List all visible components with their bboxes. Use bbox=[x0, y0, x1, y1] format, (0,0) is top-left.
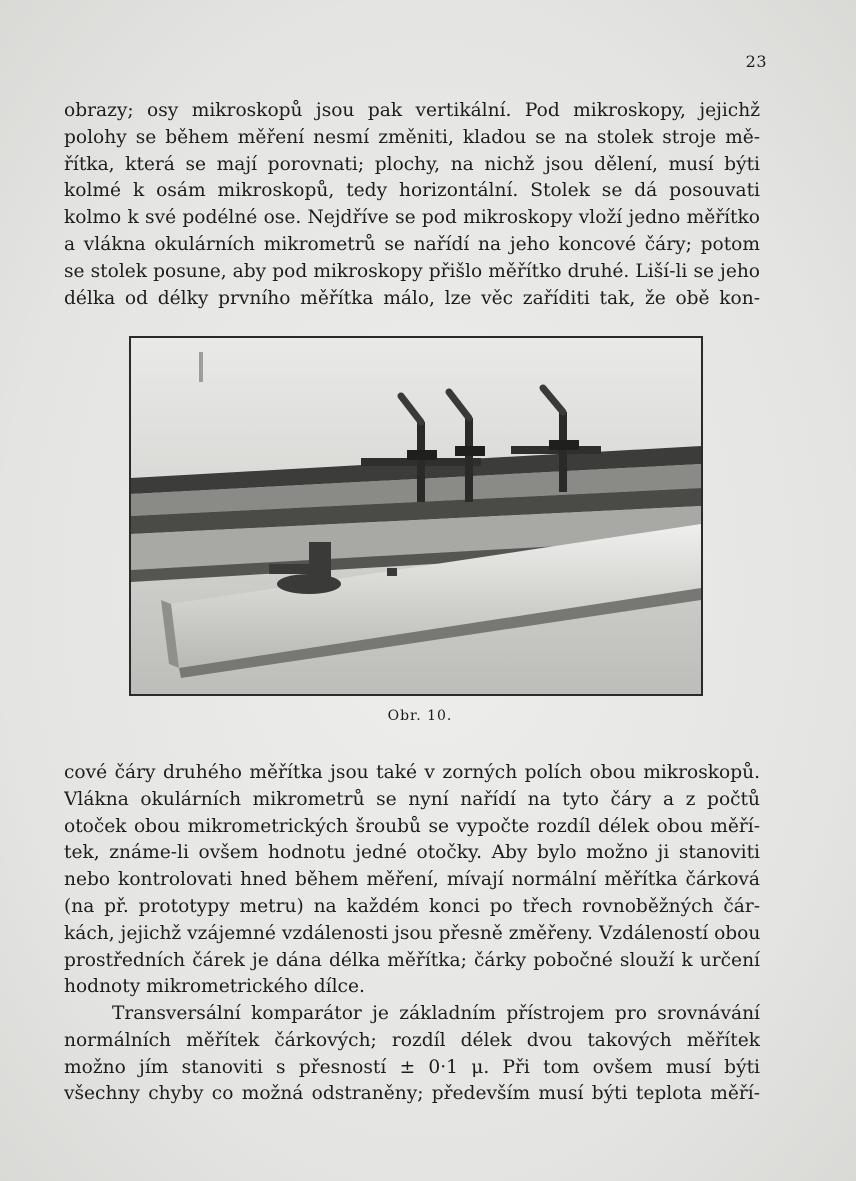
text-line: polohy se během měření nesmí změniti, kladou se na stolek stroje mě- bbox=[64, 126, 760, 148]
comparator-photo bbox=[129, 336, 703, 696]
text-line: kolmé k osám mikroskopů, tedy horizontální. Stolek se dá posouvati bbox=[64, 180, 760, 202]
text-line: hodnoty mikrometrického dílce. bbox=[64, 976, 365, 998]
text-line: otoček obou mikrometrických šroubů se vypočte rozdíl délek obou měří- bbox=[64, 815, 760, 837]
text-line: kolmo k své podélné ose. Nejdříve se pod mikroskopy vloží jedno měřítko bbox=[64, 207, 760, 229]
text-line: (na př. prototypy metru) na každém konci po třech rovnoběžných čár- bbox=[64, 895, 760, 917]
text-line: normálních měřítek čárkových; rozdíl délek dvou takových měřítek bbox=[64, 1029, 760, 1051]
text-line: možno jím stanoviti s přesností ± 0·1 μ. Při tom ovšem musí býti bbox=[64, 1056, 760, 1078]
paragraph-middle bbox=[64, 760, 760, 1001]
text-line: tek, známe-li ovšem hodnotu jedné otočky. Aby bylo možno ji stanoviti bbox=[64, 842, 760, 864]
text-line: řítka, která se mají porovnati; plochy, na nichž jsou dělení, musí býti bbox=[64, 153, 760, 175]
text-line: obrazy; osy mikroskopů jsou pak vertikální. Pod mikroskopy, jejichž bbox=[64, 100, 760, 121]
text-line: kách, jejichž vzájemné vzdálenosti jsou přesně změřeny. Vzdáleností obou bbox=[64, 922, 760, 944]
page-number: 23 bbox=[745, 52, 767, 71]
figure-caption: Obr. 10. bbox=[387, 708, 453, 724]
comparator-photo-icon bbox=[131, 338, 701, 694]
text-line: Transversální komparátor je základním přístrojem pro srovnávání bbox=[112, 1003, 760, 1024]
text-line: Vlákna okulárních mikrometrů se nyní nařídí na tyto čáry a z počtů bbox=[64, 788, 760, 810]
paragraph-bottom bbox=[64, 1001, 760, 1108]
paragraph-top bbox=[64, 98, 760, 312]
text-line: a vlákna okulárních mikrometrů se nařídí na jeho koncové čáry; potom bbox=[64, 233, 760, 255]
text-line: délka od délky prvního měřítka málo, lze věc zaříditi tak, že obě kon- bbox=[64, 287, 760, 309]
text-line: se stolek posune, aby pod mikroskopy přišlo měřítko druhé. Liší-li se jeho bbox=[64, 260, 760, 282]
text-line: cové čáry druhého měřítka jsou také v zorných polích obou mikroskopů. bbox=[64, 762, 760, 783]
text-line: všechny chyby co možná odstraněny; především musí býti teplota měří- bbox=[64, 1083, 760, 1105]
text-line: nebo kontrolovati hned během měření, mívají normální měřítka čárková bbox=[64, 869, 760, 891]
text-line: prostředních čárek je dána délka měřítka; čárky pobočné slouží k určení bbox=[64, 949, 760, 971]
